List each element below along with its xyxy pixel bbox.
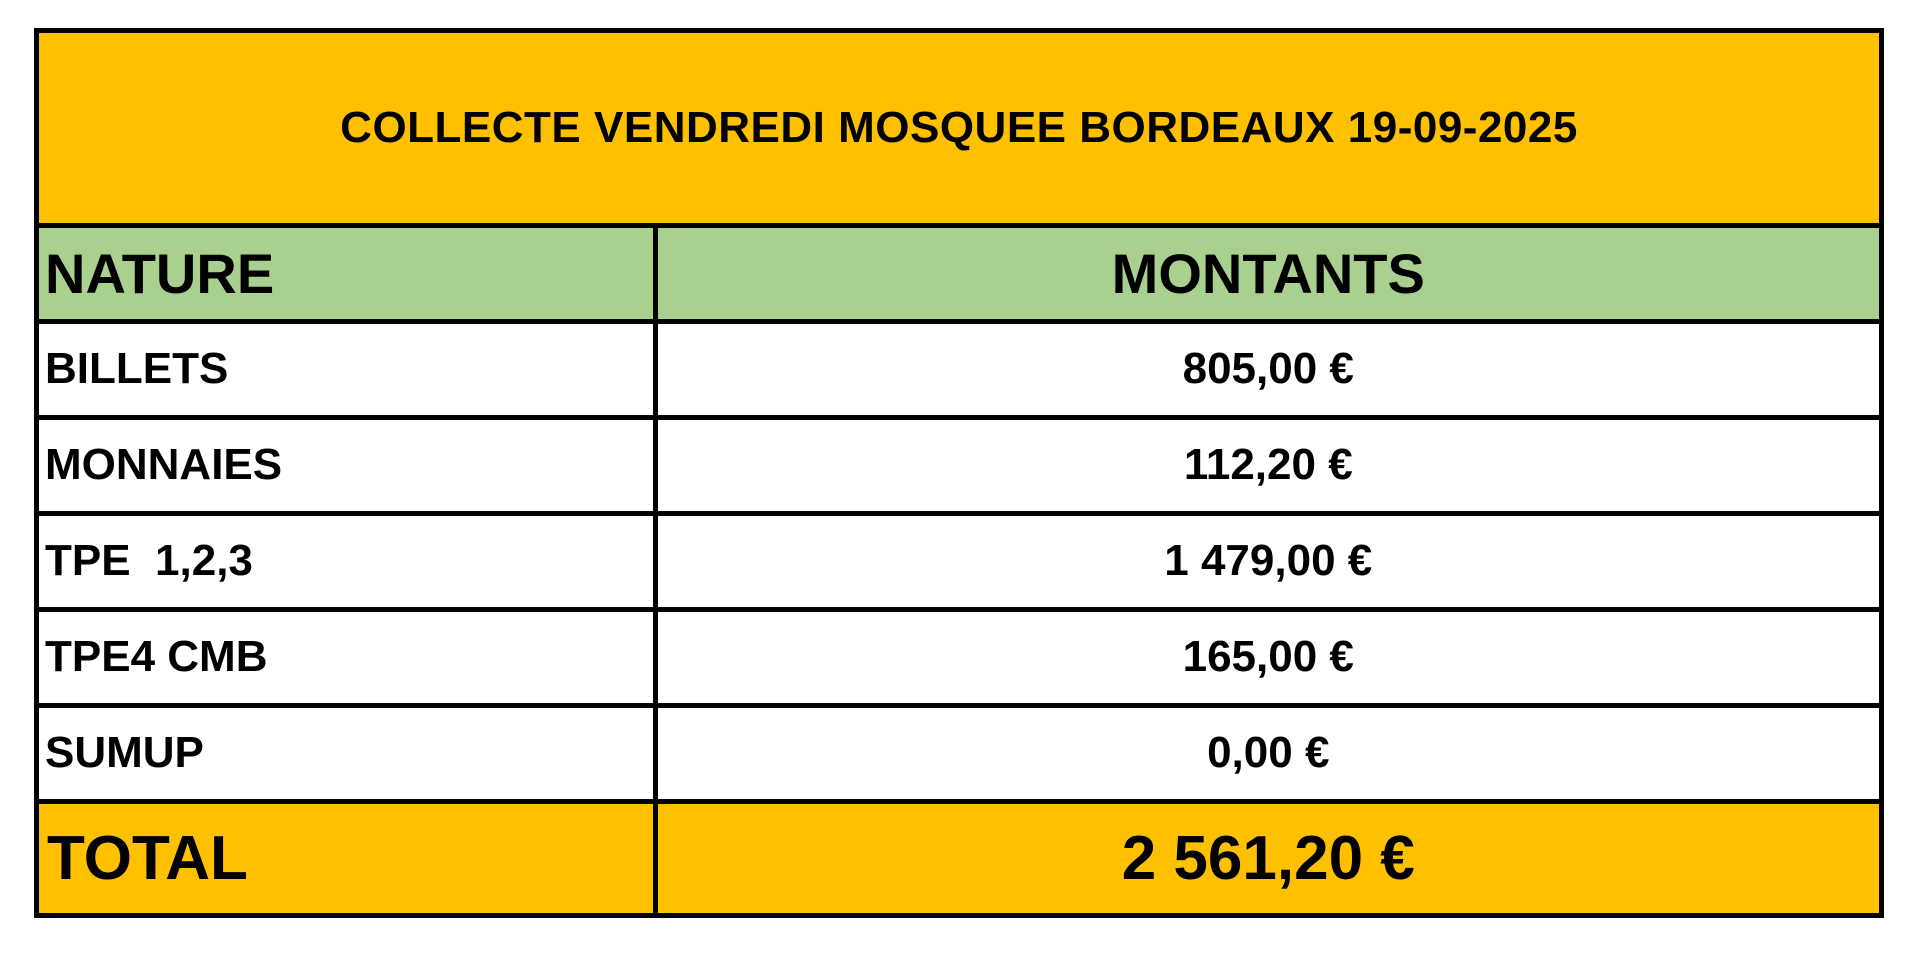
row-amount-sumup: 0,00 €: [655, 705, 1879, 801]
row-amount-billets: 805,00 €: [655, 321, 1879, 417]
row-label-billets: BILLETS: [39, 321, 655, 417]
row-amount-tpe4-cmb: 165,00 €: [655, 609, 1879, 705]
row-label-tpe-123: TPE 1,2,3: [39, 513, 655, 609]
table-row: [39, 321, 1879, 417]
header-nature: NATURE: [39, 225, 655, 321]
row-label-sumup: SUMUP: [39, 705, 655, 801]
recap-table: [39, 33, 1879, 913]
table-row: [39, 513, 1879, 609]
title-row: [39, 33, 1879, 225]
header-montants: MONTANTS: [655, 225, 1879, 321]
row-amount-monnaies: 112,20 €: [655, 417, 1879, 513]
table-title: COLLECTE VENDREDI MOSQUEE BORDEAUX 19-09-2025: [39, 33, 1879, 225]
total-label: TOTAL: [39, 801, 655, 913]
collection-summary-table: [34, 28, 1884, 918]
table-row: [39, 609, 1879, 705]
total-row: [39, 801, 1879, 913]
row-amount-tpe-123: 1 479,00 €: [655, 513, 1879, 609]
header-row: [39, 225, 1879, 321]
total-amount: 2 561,20 €: [655, 801, 1879, 913]
row-label-monnaies: MONNAIES: [39, 417, 655, 513]
table-row: [39, 705, 1879, 801]
table-row: [39, 417, 1879, 513]
row-label-tpe4-cmb: TPE4 CMB: [39, 609, 655, 705]
